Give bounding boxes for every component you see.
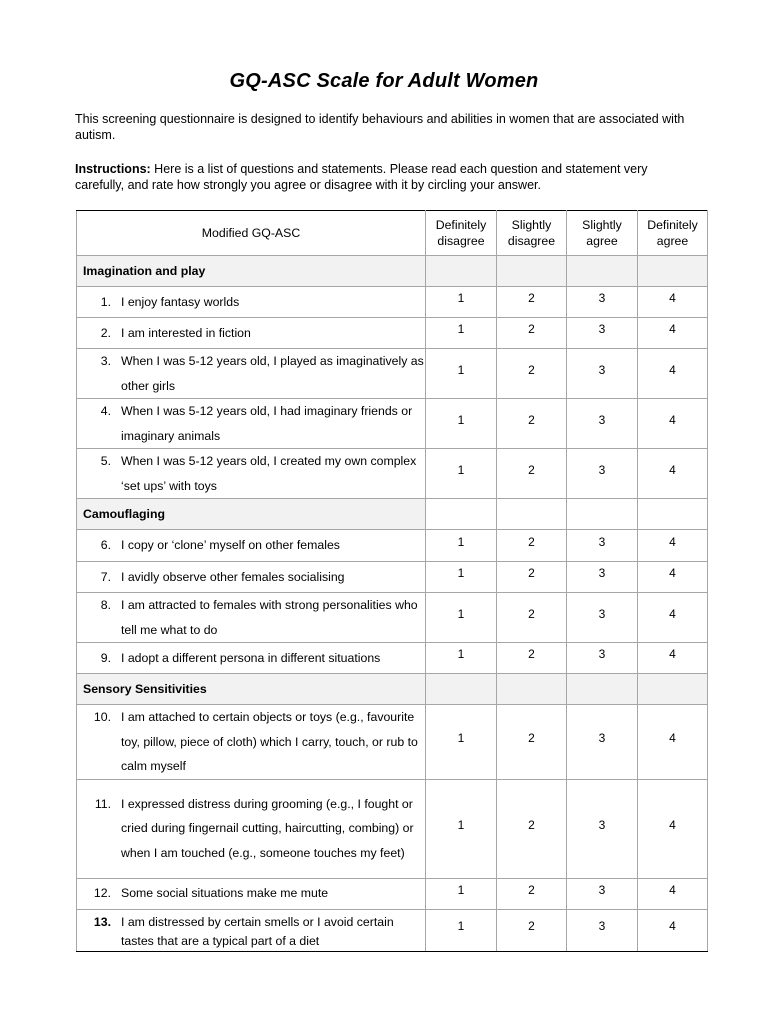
section-title: Camouflaging bbox=[77, 499, 426, 530]
answer-option-3[interactable]: 3 bbox=[567, 909, 638, 951]
table-row bbox=[77, 643, 708, 674]
question-text: Some social situations make me mute bbox=[121, 886, 329, 901]
answer-option-2[interactable]: 2 bbox=[497, 705, 567, 780]
answer-option-2[interactable]: 2 bbox=[497, 593, 567, 643]
question-text: I am attached to certain objects or toys (e.g., favourite toy, pillow, piece of cloth) which I carry, touch, or rub to calm myself bbox=[121, 710, 418, 773]
answer-option-4[interactable]: 4 bbox=[638, 878, 708, 909]
question-cell bbox=[77, 399, 426, 449]
table-row bbox=[77, 349, 708, 399]
question-cell bbox=[77, 878, 426, 909]
answer-option-1[interactable]: 1 bbox=[426, 449, 497, 499]
answer-option-4[interactable]: 4 bbox=[638, 643, 708, 674]
answer-option-1[interactable]: 1 bbox=[426, 349, 497, 399]
question-number: 5. bbox=[100, 454, 111, 468]
table-row bbox=[77, 779, 708, 878]
question-cell bbox=[77, 643, 426, 674]
answer-option-4[interactable]: 4 bbox=[638, 705, 708, 780]
table-row bbox=[77, 399, 708, 449]
answer-option-1[interactable]: 1 bbox=[426, 318, 497, 349]
question-number: 2. bbox=[100, 325, 111, 340]
answer-option-2[interactable]: 2 bbox=[497, 318, 567, 349]
question-number: 9. bbox=[100, 650, 111, 665]
answer-option-2[interactable]: 2 bbox=[497, 562, 567, 593]
question-text: I am distressed by certain smells or I avoid certain tastes that are a typical part of a diet bbox=[121, 914, 394, 948]
intro-paragraph: This screening questionnaire is designed to identify behaviours and abilities in women that are associated with autism. bbox=[75, 112, 685, 142]
question-cell bbox=[77, 287, 426, 318]
answer-option-3[interactable]: 3 bbox=[567, 705, 638, 780]
answer-option-1[interactable]: 1 bbox=[426, 779, 497, 878]
answer-option-3[interactable]: 3 bbox=[567, 318, 638, 349]
answer-option-1[interactable]: 1 bbox=[426, 643, 497, 674]
section-row-sensory bbox=[77, 674, 708, 705]
option-header-slightly-disagree: Slightly disagree bbox=[497, 211, 567, 256]
question-text: I adopt a different persona in different situations bbox=[121, 650, 381, 665]
question-text: I avidly observe other females socialising bbox=[121, 569, 345, 584]
answer-option-3[interactable]: 3 bbox=[567, 399, 638, 449]
answer-option-3[interactable]: 3 bbox=[567, 593, 638, 643]
answer-option-1[interactable]: 1 bbox=[426, 878, 497, 909]
question-cell bbox=[77, 349, 426, 399]
answer-option-2[interactable]: 2 bbox=[497, 909, 567, 951]
answer-option-4[interactable]: 4 bbox=[638, 593, 708, 643]
questionnaire-table bbox=[76, 210, 708, 952]
answer-option-4[interactable]: 4 bbox=[638, 349, 708, 399]
section-row-imagination bbox=[77, 256, 708, 287]
question-text: When I was 5-12 years old, I created my own complex ‘set ups’ with toys bbox=[121, 454, 417, 493]
question-cell bbox=[77, 449, 426, 499]
table-row bbox=[77, 562, 708, 593]
answer-option-4[interactable]: 4 bbox=[638, 562, 708, 593]
answer-option-3[interactable]: 3 bbox=[567, 779, 638, 878]
question-cell bbox=[77, 318, 426, 349]
answer-option-3[interactable]: 3 bbox=[567, 878, 638, 909]
table-row bbox=[77, 449, 708, 499]
question-cell bbox=[77, 779, 426, 878]
question-text: When I was 5-12 years old, I had imaginary friends or imaginary animals bbox=[121, 404, 413, 443]
question-cell bbox=[77, 909, 426, 951]
question-number: 7. bbox=[100, 569, 111, 584]
answer-option-4[interactable]: 4 bbox=[638, 779, 708, 878]
question-number: 12. bbox=[93, 886, 111, 901]
answer-option-1[interactable]: 1 bbox=[426, 287, 497, 318]
question-cell bbox=[77, 530, 426, 562]
question-number: 6. bbox=[100, 538, 111, 553]
instructions-paragraph bbox=[75, 161, 700, 193]
option-header-definitely-disagree: Definitely disagree bbox=[426, 211, 497, 256]
answer-option-2[interactable]: 2 bbox=[497, 878, 567, 909]
answer-option-4[interactable]: 4 bbox=[638, 399, 708, 449]
answer-option-1[interactable]: 1 bbox=[426, 530, 497, 562]
answer-option-2[interactable]: 2 bbox=[497, 449, 567, 499]
answer-option-2[interactable]: 2 bbox=[497, 399, 567, 449]
question-text: I am interested in fiction bbox=[121, 325, 251, 340]
question-text: I am attracted to females with strong personalities who tell me what to do bbox=[121, 598, 418, 637]
answer-option-2[interactable]: 2 bbox=[497, 287, 567, 318]
question-number: 13. bbox=[93, 914, 111, 929]
answer-option-2[interactable]: 2 bbox=[497, 779, 567, 878]
question-text: I expressed distress during grooming (e.g., I fought or cried during fingernail cutting, haircutting, combing) or when I am touched (e.g., someone touches my feet) bbox=[121, 796, 414, 860]
question-number: 4. bbox=[100, 404, 111, 418]
answer-option-3[interactable]: 3 bbox=[567, 643, 638, 674]
document-title: GQ-ASC Scale for Adult Women bbox=[229, 70, 539, 92]
answer-option-1[interactable]: 1 bbox=[426, 705, 497, 780]
table-row bbox=[77, 593, 708, 643]
answer-option-4[interactable]: 4 bbox=[638, 287, 708, 318]
table-row bbox=[77, 530, 708, 562]
answer-option-2[interactable]: 2 bbox=[497, 643, 567, 674]
question-text: I enjoy fantasy worlds bbox=[121, 294, 240, 309]
table-row bbox=[77, 705, 708, 780]
question-cell bbox=[77, 562, 426, 593]
answer-option-1[interactable]: 1 bbox=[426, 909, 497, 951]
option-header-definitely-agree: Definitely agree bbox=[638, 211, 708, 256]
table-header-row bbox=[77, 211, 708, 256]
answer-option-3[interactable]: 3 bbox=[567, 287, 638, 318]
table-row bbox=[77, 287, 708, 318]
section-title: Sensory Sensitivities bbox=[77, 674, 426, 705]
table-row bbox=[77, 878, 708, 909]
answer-option-4[interactable]: 4 bbox=[638, 449, 708, 499]
question-number: 11. bbox=[94, 796, 111, 811]
table-row bbox=[77, 318, 708, 349]
section-row-camouflaging bbox=[77, 499, 708, 530]
question-text: I copy or ‘clone’ myself on other females bbox=[121, 538, 340, 553]
instructions-label: Instructions: bbox=[75, 162, 151, 176]
answer-option-4[interactable]: 4 bbox=[638, 530, 708, 562]
answer-option-4[interactable]: 4 bbox=[638, 318, 708, 349]
answer-option-1[interactable]: 1 bbox=[426, 562, 497, 593]
answer-option-1[interactable]: 1 bbox=[426, 593, 497, 643]
question-column-header: Modified GQ-ASC bbox=[77, 211, 426, 256]
answer-option-2[interactable]: 2 bbox=[497, 530, 567, 562]
answer-option-4[interactable]: 4 bbox=[638, 909, 708, 951]
question-number: 8. bbox=[100, 598, 111, 612]
option-header-slightly-agree: Slightly agree bbox=[567, 211, 638, 256]
answer-option-3[interactable]: 3 bbox=[567, 530, 638, 562]
answer-option-3[interactable]: 3 bbox=[567, 349, 638, 399]
table-row bbox=[77, 909, 708, 951]
answer-option-3[interactable]: 3 bbox=[567, 449, 638, 499]
section-title: Imagination and play bbox=[77, 256, 426, 287]
question-number: 1. bbox=[100, 294, 111, 309]
answer-option-1[interactable]: 1 bbox=[426, 399, 497, 449]
question-number: 10. bbox=[93, 710, 111, 724]
question-text: When I was 5-12 years old, I played as imaginatively as other girls bbox=[121, 354, 424, 393]
question-number: 3. bbox=[100, 354, 111, 368]
instructions-text: Here is a list of questions and statements. Please read each question and statement very carefully, and rate how strongly you agree or disagree with it by circling your answer. bbox=[75, 162, 648, 192]
question-cell bbox=[77, 705, 426, 780]
answer-option-2[interactable]: 2 bbox=[497, 349, 567, 399]
question-cell bbox=[77, 593, 426, 643]
answer-option-3[interactable]: 3 bbox=[567, 562, 638, 593]
